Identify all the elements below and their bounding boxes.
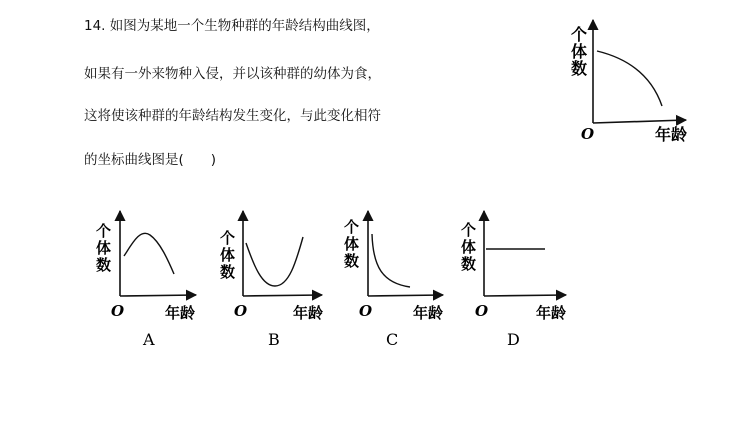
option-c-y-label-2: 体 xyxy=(344,235,360,253)
option-b-letter: B xyxy=(268,330,280,349)
option-b-curve xyxy=(246,237,303,286)
option-b-x-axis xyxy=(243,295,322,296)
option-a-origin: O xyxy=(111,302,125,320)
option-d-x-axis xyxy=(484,295,566,296)
option-b-y-label-2: 体 xyxy=(220,246,236,264)
reference-graph xyxy=(571,20,687,144)
question-line-2: 如果有一外来物种入侵，并以该种群的幼体为食， xyxy=(84,66,381,82)
option-b-y-label-1: 个 xyxy=(220,229,236,247)
option-a-y-label-1: 个 xyxy=(96,222,112,240)
question-line-4: 的坐标曲线图是( ) xyxy=(84,152,217,168)
option-a-graph xyxy=(96,211,196,349)
reference-x-label: 年龄 xyxy=(655,125,688,144)
option-b-y-label-3: 数 xyxy=(220,263,236,281)
option-a-curve xyxy=(124,233,174,274)
question-line-1: 14. 如图为某地一个生物种群的年龄结构曲线图， xyxy=(84,18,380,34)
reference-y-label-3: 数 xyxy=(571,59,588,78)
option-d-x-label: 年龄 xyxy=(536,304,567,322)
option-d-graph xyxy=(461,211,566,349)
option-d-y-label-1: 个 xyxy=(461,221,477,239)
reference-y-label-1: 个 xyxy=(571,25,588,44)
option-c-y-label-3: 数 xyxy=(344,252,360,270)
reference-origin: O xyxy=(581,125,595,143)
option-c-y-label-1: 个 xyxy=(344,218,360,236)
option-c-graph xyxy=(344,211,443,349)
question-line-3: 这将使该种群的年龄结构发生变化，与此变化相符 xyxy=(84,108,381,124)
option-c-origin: O xyxy=(359,302,373,320)
option-b-origin: O xyxy=(234,302,248,320)
option-d-letter: D xyxy=(507,330,520,349)
option-a-x-axis xyxy=(120,295,196,296)
option-d-origin: O xyxy=(475,302,489,320)
option-d-y-label-3: 数 xyxy=(461,255,477,273)
reference-y-label-2: 体 xyxy=(571,42,588,61)
option-d-y-label-2: 体 xyxy=(461,238,477,256)
option-a-y-label-3: 数 xyxy=(96,256,112,274)
option-a-y-label-2: 体 xyxy=(96,239,112,257)
option-a-letter: A xyxy=(143,330,155,349)
option-c-x-label: 年龄 xyxy=(413,304,444,322)
reference-x-axis xyxy=(593,120,686,123)
option-b-x-label: 年龄 xyxy=(293,304,324,322)
option-c-curve xyxy=(372,234,410,287)
option-c-letter: C xyxy=(386,330,399,349)
option-c-x-axis xyxy=(368,295,443,296)
option-a-x-label: 年龄 xyxy=(165,304,196,322)
option-b-graph xyxy=(220,211,323,349)
reference-curve xyxy=(597,51,662,106)
